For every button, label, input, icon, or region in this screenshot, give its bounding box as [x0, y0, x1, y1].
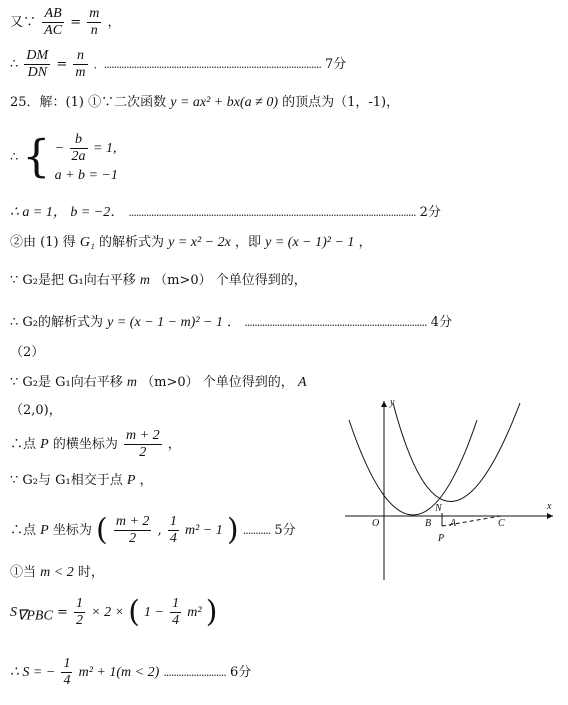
text: ∵ G₂是 G₁向右平移 — [10, 375, 123, 390]
text: ∴ a = 1， b = −2． — [10, 205, 125, 220]
text: 时， — [77, 565, 104, 580]
point-a: A — [297, 375, 307, 390]
line-13 — [10, 474, 153, 488]
denominator: m — [75, 65, 86, 81]
equals: = 1, — [93, 140, 117, 156]
leader-dots: ......................... — [163, 666, 226, 680]
score: 6分 — [229, 665, 252, 681]
paren-close-icon: ) — [205, 594, 218, 630]
text: ∴点 — [10, 523, 37, 539]
label-o: O — [372, 518, 380, 529]
numerator: 1 — [74, 596, 85, 613]
text: 又∵ — [10, 15, 37, 31]
denominator: AC — [44, 23, 63, 39]
numerator: m — [87, 6, 101, 23]
text: 的横坐标为 — [52, 437, 118, 453]
fraction-n-m — [73, 48, 87, 81]
fraction-1-2 — [74, 596, 85, 629]
numerator: 1 — [170, 596, 181, 613]
label-n: N — [435, 503, 442, 514]
text: 个单位得到的， — [215, 273, 307, 288]
line-5 — [10, 206, 441, 220]
line-11 — [10, 404, 62, 417]
denominator: 2 — [139, 445, 147, 461]
text: （m>0） — [154, 273, 212, 288]
score: 2分 — [419, 205, 441, 220]
text: × 2 × — [91, 605, 125, 621]
fraction-m2-2 — [124, 428, 162, 461]
numerator: DM — [24, 48, 50, 65]
line-6 — [10, 236, 372, 250]
fraction-m-n — [87, 6, 101, 39]
numerator: m + 2 — [124, 428, 162, 445]
label-a: A — [450, 518, 457, 529]
subscript: ∇PBC — [17, 608, 53, 624]
g1: G₁ — [79, 235, 95, 250]
formula: y = ax² + bx(a ≠ 0) — [170, 95, 278, 110]
denominator: 2 — [129, 531, 137, 547]
text: ∴ — [10, 150, 19, 166]
numerator: b — [70, 132, 88, 149]
text: ， — [358, 235, 372, 250]
leader-dots: ........... — [242, 524, 271, 538]
denominator: 4 — [63, 673, 71, 689]
fraction-1-4 — [61, 656, 72, 689]
brace-icon: { — [22, 131, 51, 183]
denominator: 2 — [76, 613, 83, 629]
denominator: n — [90, 23, 98, 39]
formula: m² + 1(m < 2) — [78, 665, 160, 681]
formula: y = (x − 1 − m)² − 1 — [107, 315, 223, 330]
label-p: P — [438, 533, 445, 544]
text: 25．解：(1) ①∵二次函数 — [10, 95, 167, 110]
label-c: C — [498, 518, 505, 529]
text: （2） — [10, 345, 45, 360]
denominator: 4 — [169, 531, 177, 547]
text: ∴ — [10, 57, 19, 73]
system-rows — [55, 132, 118, 183]
var-m: m — [139, 273, 150, 288]
formula: y = x² − 2x — [168, 235, 231, 250]
formula: m < 2 — [40, 565, 74, 580]
text: ，即 — [234, 235, 261, 250]
text: （2,0)， — [10, 403, 62, 418]
leader-dots: ................................................................................................................... — [128, 206, 416, 219]
score: 4分 — [430, 315, 452, 330]
line-8 — [10, 316, 452, 330]
area-s: S — [10, 605, 17, 621]
text: ∴ G₂的解析式为 — [10, 315, 103, 330]
text: ①当 — [10, 565, 37, 580]
text: （m>0） — [141, 375, 199, 390]
var-m: m — [126, 375, 137, 390]
sign: − — [54, 140, 65, 156]
formula: m² − 1 — [185, 523, 223, 539]
text: 个单位得到的， — [202, 375, 294, 390]
line-9 — [10, 346, 44, 359]
fraction-b-2a — [70, 132, 88, 165]
numerator: AB — [42, 6, 64, 23]
numerator: n — [73, 48, 87, 65]
text: ， — [139, 473, 153, 488]
line-10 — [10, 376, 307, 390]
system-row-1 — [55, 132, 118, 165]
point-p: P — [126, 473, 136, 488]
parabola-graph — [335, 395, 565, 585]
leader-dots: ．....................................................................................... — [93, 58, 321, 72]
denominator: 2a — [71, 149, 86, 165]
point-p: P — [40, 437, 49, 453]
text: 1 − — [144, 605, 164, 621]
text: ， — [107, 15, 121, 31]
line-14 — [10, 514, 296, 547]
fraction-ab-ac — [42, 6, 64, 39]
equals: = — [70, 15, 82, 31]
score: 7分 — [325, 57, 347, 73]
axis-x-label: x — [547, 501, 552, 512]
line-1 — [10, 6, 121, 39]
parabola-g2 — [393, 403, 520, 502]
equals: = — [56, 605, 68, 621]
comma: , — [157, 523, 162, 539]
text: ∵ G₂与 G₁相交于点 — [10, 473, 123, 488]
score: 5分 — [274, 523, 296, 539]
line-17 — [10, 656, 251, 689]
formula: y = (x − 1)² − 1 — [265, 235, 355, 250]
text: 的解析式为 — [98, 235, 164, 250]
fraction-1-4 — [168, 514, 179, 547]
label-b: B — [425, 518, 432, 529]
line-3 — [10, 96, 399, 110]
line-2 — [10, 48, 346, 81]
text: ∴点 — [10, 437, 37, 453]
numerator: m + 2 — [114, 514, 152, 531]
line-12 — [10, 428, 181, 461]
system-row-2: a + b = −1 — [54, 168, 118, 184]
fraction-1-4 — [170, 596, 181, 629]
equals: = — [56, 57, 68, 73]
text: ， — [167, 437, 181, 453]
paren-open-icon: ( — [96, 512, 108, 548]
leader-dots: ......................................................................... — [244, 316, 427, 329]
axis-y-label: y — [390, 397, 395, 408]
line-15 — [10, 566, 104, 580]
text: 坐标为 — [52, 523, 92, 539]
text: ∵ G₂是把 G₁向右平移 — [10, 273, 136, 288]
denominator: 4 — [172, 613, 180, 629]
text: m² — [187, 605, 202, 621]
text: ②由 (1) 得 — [10, 235, 76, 250]
line-7 — [10, 274, 307, 288]
text: ． — [227, 315, 241, 330]
numerator: 1 — [168, 514, 179, 531]
fraction-dm-dn — [24, 48, 50, 81]
paren-open-icon: ( — [128, 594, 140, 630]
text: ∴ S = − — [10, 665, 56, 681]
line-4-system — [10, 132, 118, 183]
numerator: 1 — [61, 656, 72, 673]
paren-close-icon: ) — [226, 512, 239, 548]
point-p: P — [40, 523, 49, 539]
denominator: DN — [27, 65, 48, 81]
fraction-m2-2 — [114, 514, 152, 547]
line-16 — [10, 596, 217, 629]
text: 的顶点为（1，-1)， — [282, 95, 400, 110]
